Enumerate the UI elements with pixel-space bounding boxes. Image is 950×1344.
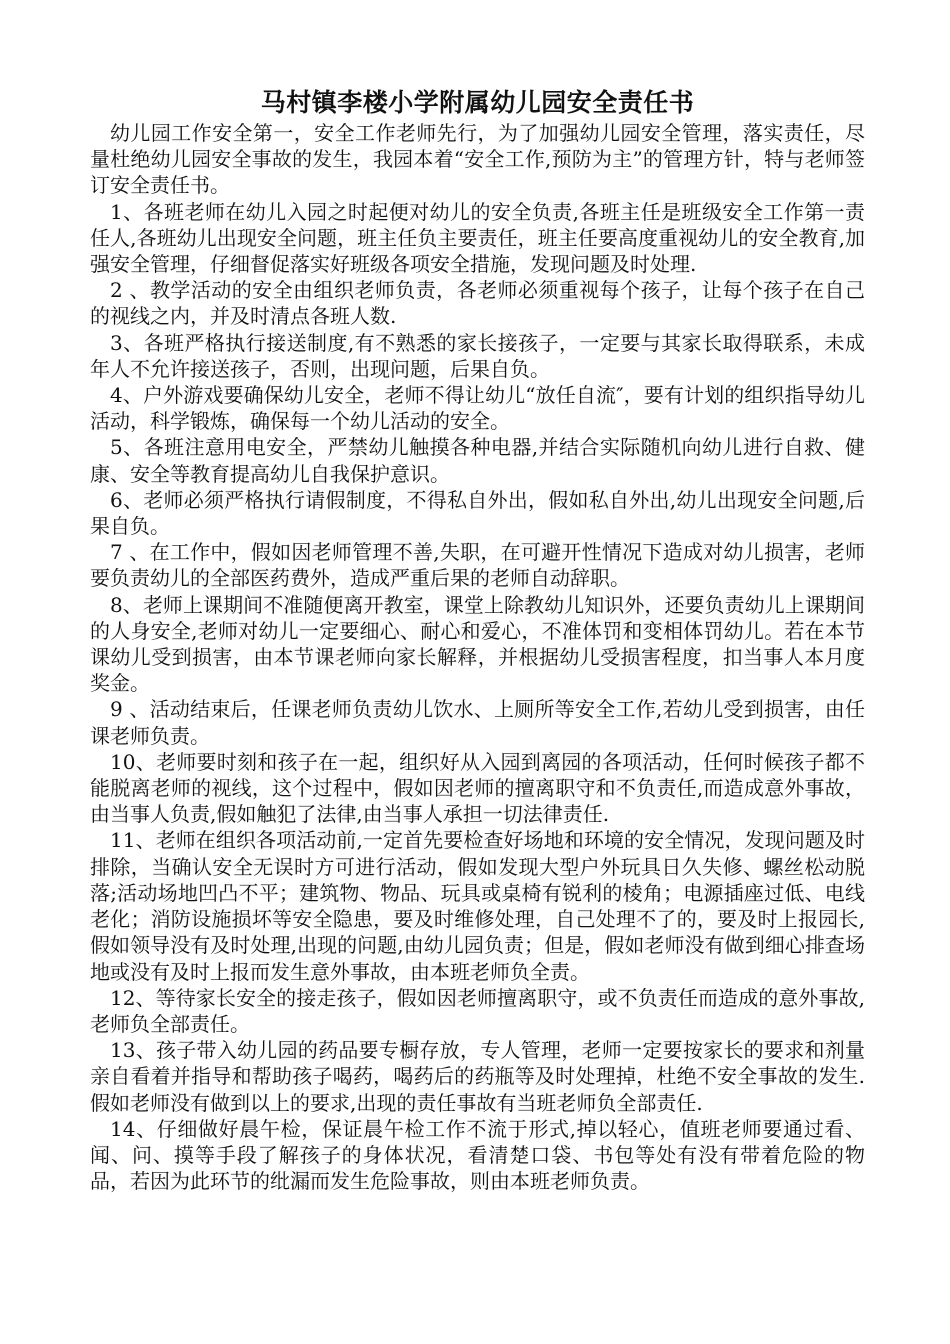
document-page (90, 88, 865, 1194)
clause-8: 8、老师上课期间不准随便离开教室，课堂上除教幼儿知识外，还要负责幼儿上课期间的人身安全,老师对幼儿一定要细心、耐心和爱心，不准体罚和变相体罚幼儿。若在本节课幼儿受到损害，由本节课老师向家长解释，并根据幼儿受损害程度，扣当事人本月度奖金。 (90, 592, 865, 696)
clause-4: 4、户外游戏要确保幼儿安全，老师不得让幼儿“放任自流″，要有计划的组织指导幼儿活动，科学锻炼，确保每一个幼儿活动的安全。 (90, 383, 865, 434)
clause-3: 3、各班严格执行接送制度,有不熟悉的家长接孩子，一定要与其家长取得联系，未成年人不允许接送孩子，否则，出现问题，后果自负。 (90, 330, 865, 381)
clause-7: 7 、在工作中，假如因老师管理不善,失职，在可避开性情况下造成对幼儿损害，老师要负责幼儿的全部医药费外，造成严重后果的老师自动辞职。 (90, 540, 865, 591)
clause-5: 5、各班注意用电安全，严禁幼儿触摸各种电器,并结合实际随机向幼儿进行自救、健康、安全等教育提高幼儿自我保护意识。 (90, 435, 865, 486)
clause-6: 6、老师必须严格执行请假制度，不得私自外出，假如私自外出,幼儿出现安全问题,后果自负。 (90, 487, 865, 539)
document-title: 马村镇李楼小学附属幼儿园安全责任书 (260, 88, 695, 117)
clause-11: 11、老师在组织各项活动前,一定首先要检查好场地和环境的安全情况，发现问题及时排除，当确认安全无误时方可进行活动，假如发现大型户外玩具日久失修、螺丝松动脱落;活动场地凹凸不平；建筑物、物品、玩具或桌椅有锐利的棱角；电源插座过低、电线老化；消防设施损坏等安全隐患，要及时维修处理，自己处理不了的，要及时上报园长,假如领导没有及时处理,出现的问题,由幼儿园负责；但是，假如老师没有做到细心排查场地或没有及时上报而发生意外事故，由本班老师负全责。 (90, 828, 865, 984)
clause-9: 9 、活动结束后，任课老师负责幼儿饮水、上厕所等安全工作,若幼儿受到损害，由任课老师负责。 (90, 697, 865, 748)
clause-12: 12、等待家长安全的接走孩子，假如因老师擅离职守，或不负责任而造成的意外事故,老师负全部责任。 (90, 985, 865, 1036)
intro-paragraph: 幼儿园工作安全第一，安全工作老师先行，为了加强幼儿园安全管理，落实责任，尽量杜绝幼儿园安全事故的发生，我园本着“安全工作,预防为主”的管理方针，特与老师签订安全责任书。 (90, 121, 865, 198)
clause-13: 13、孩子带入幼儿园的药品要专橱存放，专人管理，老师一定要按家长的要求和剂量亲自看着并指导和帮助孩子喝药，喝药后的药瓶等及时处理掉，杜绝不安全事故的发生.假如老师没有做到以上的要求,出现的责任事故有当班老师负全部责任. (90, 1038, 865, 1115)
clause-14: 14、仔细做好晨午检，保证晨午检工作不流于形式,掉以轻心，值班老师要通过看、闻、问、摸等手段了解孩子的身体状况，看清楚口袋、书包等处有没有带着危险的物品，若因为此环节的纰漏而发生危险事故，则由本班老师负责。 (90, 1116, 865, 1194)
clause-2: 2 、教学活动的安全由组织老师负责，各老师必须重视每个孩子，让每个孩子在自己的视线之内，并及时清点各班人数. (90, 278, 865, 329)
clause-10: 10、老师要时刻和孩子在一起，组织好从入园到离园的各项活动，任何时候孩子都不能脱离老师的视线，这个过程中，假如因老师的擅离职守和不负责任,而造成意外事故，由当事人负责,假如触犯了法律,由当事人承担一切法律责任. (90, 749, 865, 827)
clause-1: 1、各班老师在幼儿入园之时起便对幼儿的安全负责,各班主任是班级安全工作第一责任人,各班幼儿出现安全问题，班主任负主要责任，班主任要高度重视幼儿的安全教育,加强安全管理，仔细督促落实好班级各项安全措施，发现问题及时处理. (90, 199, 865, 277)
